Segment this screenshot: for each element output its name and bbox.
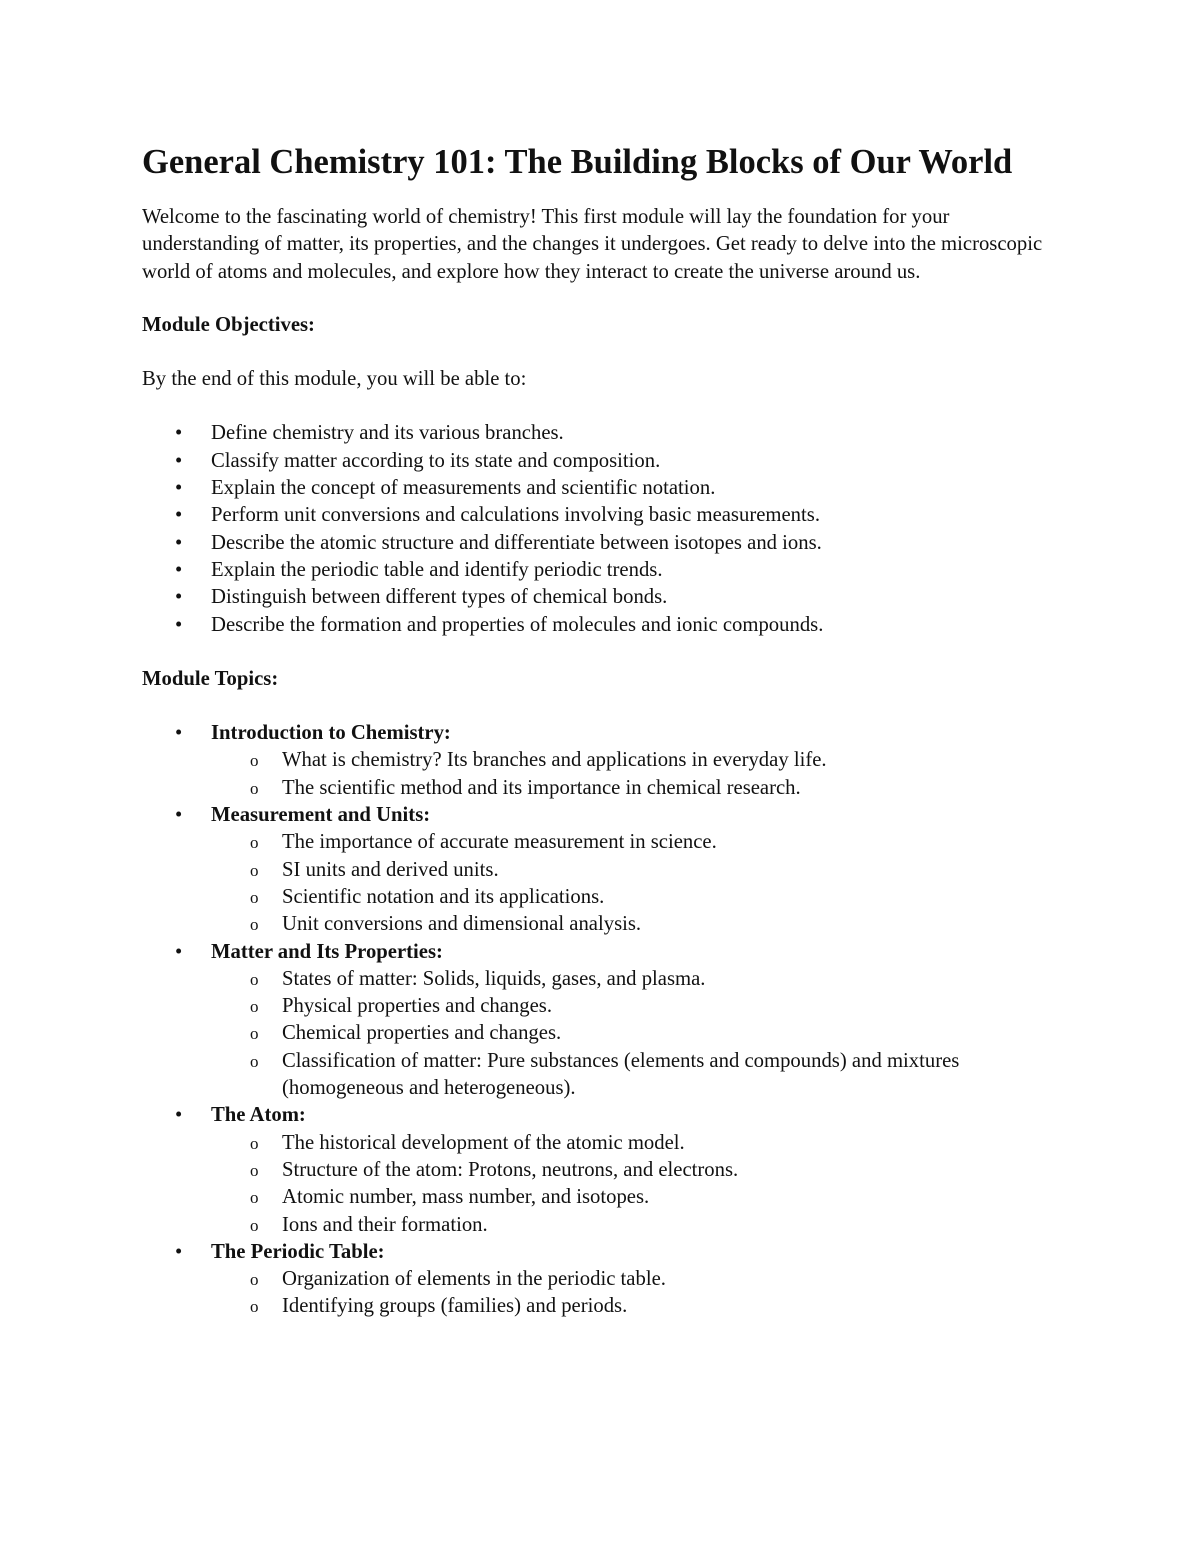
subtopic-list [211, 966, 1062, 1102]
circle-bullet-icon: o [250, 1215, 259, 1235]
subtopic-item [211, 911, 1062, 938]
bullet-icon: • [175, 558, 183, 581]
subtopic-list [211, 747, 1062, 802]
subtopic-text: What is chemistry? Its branches and applications in everyday life. [282, 749, 827, 772]
objective-item [142, 475, 1062, 502]
bullet-icon: • [175, 477, 183, 500]
objective-text: Describe the atomic structure and differentiate between isotopes and ions. [211, 531, 822, 554]
subtopic-item [211, 993, 1062, 1020]
objective-text: Define chemistry and its various branches. [211, 422, 564, 445]
circle-bullet-icon: o [250, 997, 259, 1017]
subtopic-list [211, 1130, 1062, 1239]
objective-text: Perform unit conversions and calculations involving basic measurements. [211, 504, 820, 527]
circle-bullet-icon: o [250, 887, 259, 907]
subtopic-item [211, 829, 1062, 856]
subtopic-text: Classification of matter: Pure substances (elements and compounds) and mixtures (homogeneous and heterogeneous). [282, 1049, 960, 1100]
bullet-icon: • [175, 722, 183, 745]
objectives-heading: Module Objectives: [142, 313, 315, 336]
topics-heading: Module Topics: [142, 667, 279, 690]
bullet-icon: • [175, 1104, 183, 1127]
subtopic-text: The scientific method and its importance in chemical research. [282, 776, 801, 799]
subtopic-text: Ions and their formation. [282, 1213, 488, 1236]
objectives-list [142, 420, 1062, 638]
subtopic-text: SI units and derived units. [282, 858, 499, 881]
objective-item [142, 557, 1062, 584]
subtopic-text: The historical development of the atomic model. [282, 1131, 685, 1154]
subtopic-text: Atomic number, mass number, and isotopes. [282, 1186, 650, 1209]
circle-bullet-icon: o [250, 1024, 259, 1044]
subtopic-item [211, 884, 1062, 911]
bullet-icon: • [175, 504, 183, 527]
topic-item [142, 720, 1062, 802]
circle-bullet-icon: o [250, 1188, 259, 1208]
circle-bullet-icon: o [250, 1051, 259, 1071]
bullet-icon: • [175, 531, 183, 554]
subtopic-item [211, 1130, 1062, 1157]
topics-list [142, 720, 1062, 1321]
circle-bullet-icon: o [250, 1160, 259, 1180]
bullet-icon: • [175, 586, 183, 609]
bullet-icon: • [175, 449, 183, 472]
circle-bullet-icon: o [250, 969, 259, 989]
objective-item [142, 584, 1062, 611]
subtopic-item [211, 1212, 1062, 1239]
subtopic-text: The importance of accurate measurement in science. [282, 831, 717, 854]
objective-text: Distinguish between different types of chemical bonds. [211, 586, 668, 609]
objective-item [142, 530, 1062, 557]
topic-label: Measurement and Units: [211, 804, 431, 827]
circle-bullet-icon: o [250, 1133, 259, 1153]
subtopic-item [211, 857, 1062, 884]
objective-text: Explain the periodic table and identify periodic trends. [211, 558, 663, 581]
subtopic-text: Unit conversions and dimensional analysis. [282, 913, 642, 936]
intro-paragraph: Welcome to the fascinating world of chemistry! This first module will lay the foundation for your understanding of matter, its properties, and the changes it undergoes. Get ready to delve into the microscopic world of atoms and molecules, and explore how they interact to create the universe around us. [142, 206, 1043, 283]
subtopic-item [211, 966, 1062, 993]
bullet-icon: • [175, 940, 183, 963]
topic-item [142, 939, 1062, 1103]
subtopic-text: Identifying groups (families) and periods. [282, 1295, 628, 1318]
subtopic-item [211, 747, 1062, 774]
subtopic-item [211, 1266, 1062, 1293]
bullet-icon: • [175, 422, 183, 445]
bullet-icon: • [175, 613, 183, 636]
subtopic-text: Physical properties and changes. [282, 995, 553, 1018]
objective-item [142, 502, 1062, 529]
subtopic-text: States of matter: Solids, liquids, gases, and plasma. [282, 967, 706, 990]
objective-item [142, 612, 1062, 639]
objectives-lead: By the end of this module, you will be able to: [142, 368, 527, 391]
subtopic-item [211, 1048, 1062, 1103]
circle-bullet-icon: o [250, 778, 259, 798]
topic-label: Introduction to Chemistry: [211, 722, 451, 745]
subtopic-item [211, 775, 1062, 802]
subtopic-list [211, 1266, 1062, 1321]
subtopic-item [211, 1157, 1062, 1184]
subtopic-item [211, 1184, 1062, 1211]
topic-item [142, 1102, 1062, 1238]
bullet-icon: • [175, 1240, 183, 1263]
circle-bullet-icon: o [250, 860, 259, 880]
topic-label: Matter and Its Properties: [211, 940, 443, 963]
subtopic-item [211, 1020, 1062, 1047]
objective-item [142, 448, 1062, 475]
subtopic-text: Chemical properties and changes. [282, 1022, 562, 1045]
circle-bullet-icon: o [250, 833, 259, 853]
objective-item [142, 420, 1062, 447]
objective-text: Classify matter according to its state and composition. [211, 449, 661, 472]
subtopic-text: Structure of the atom: Protons, neutrons, and electrons. [282, 1158, 739, 1181]
circle-bullet-icon: o [250, 915, 259, 935]
document-page [142, 138, 1062, 1348]
topic-item [142, 802, 1062, 938]
topic-label: The Periodic Table: [211, 1240, 385, 1263]
topic-item [142, 1239, 1062, 1321]
page-title: General Chemistry 101: The Building Blocks of Our World [142, 143, 1013, 181]
objective-text: Explain the concept of measurements and scientific notation. [211, 477, 716, 500]
bullet-icon: • [175, 804, 183, 827]
subtopic-list [211, 829, 1062, 938]
circle-bullet-icon: o [250, 751, 259, 771]
subtopic-text: Organization of elements in the periodic table. [282, 1268, 666, 1291]
subtopic-item [211, 1293, 1062, 1320]
subtopic-text: Scientific notation and its applications. [282, 885, 605, 908]
topic-label: The Atom: [211, 1104, 306, 1127]
circle-bullet-icon: o [250, 1270, 259, 1290]
circle-bullet-icon: o [250, 1297, 259, 1317]
objective-text: Describe the formation and properties of molecules and ionic compounds. [211, 613, 824, 636]
